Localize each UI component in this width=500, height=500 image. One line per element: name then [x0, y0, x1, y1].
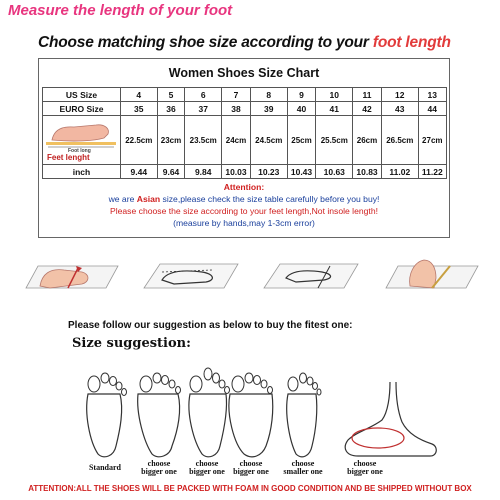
table-cell: 38	[222, 102, 251, 116]
caption-line: bigger one	[347, 467, 383, 476]
table-cell: 9.44	[121, 165, 158, 179]
caption-line: choose	[291, 459, 315, 468]
measure-step-1-image	[20, 248, 120, 296]
table-cell: 11.02	[382, 165, 419, 179]
attention-notice	[39, 181, 449, 229]
foot-length-illustration	[43, 116, 120, 164]
size-suggestion-title: Size suggestion:	[72, 336, 191, 351]
row-label-euro: EURO Size	[43, 102, 121, 116]
row-label-foot-text: Feet lenght	[47, 153, 90, 162]
table-cell: 37	[185, 102, 222, 116]
table-cell: 5	[157, 88, 185, 102]
table-cell: 10.43	[287, 165, 316, 179]
caption-line: smaller one	[283, 467, 323, 476]
table-cell: 22.5cm	[121, 116, 158, 165]
caption-bigger-3	[226, 460, 276, 476]
table-cell: 11.22	[418, 165, 446, 179]
table-cell: 24.5cm	[250, 116, 287, 165]
measuring-steps	[20, 248, 480, 298]
table-cell: 26.5cm	[382, 116, 419, 165]
measure-step-2-image	[140, 248, 240, 296]
table-cell: 10.23	[250, 165, 287, 179]
size-chart	[38, 58, 450, 238]
table-cell: 12	[382, 88, 419, 102]
caption-smaller	[276, 460, 330, 476]
table-row-euro	[43, 102, 447, 116]
table-row-inch	[43, 165, 447, 179]
row-label-inch: inch	[43, 165, 121, 179]
foot-high-instep-icon	[336, 378, 440, 460]
attention-line1-pre: we are	[108, 194, 135, 204]
choose-size-accent: foot length	[372, 34, 451, 51]
foot-measure-icon	[44, 116, 120, 154]
table-cell: 26cm	[353, 116, 382, 165]
caption-line: bigger one	[141, 467, 177, 476]
table-cell: 44	[418, 102, 446, 116]
table-cell: 6	[185, 88, 222, 102]
table-row-us	[43, 88, 447, 102]
measure-step-4-image	[380, 248, 480, 296]
caption-bigger-4	[340, 460, 390, 476]
shipping-notice: ATTENTION:ALL THE SHOES WILL BE PACKED WITH FOAM IN GOOD CONDITION AND BE SHIPPED WITHOUT BOX	[28, 484, 472, 493]
table-cell: 42	[353, 102, 382, 116]
table-cell: 10.83	[353, 165, 382, 179]
table-cell: 10.63	[316, 165, 353, 179]
table-cell: 23.5cm	[185, 116, 222, 165]
table-cell: 13	[418, 88, 446, 102]
measure-step-3-image	[260, 248, 360, 296]
caption-line: choose	[239, 459, 263, 468]
table-cell: 43	[382, 102, 419, 116]
foot-long-label: Foot long	[67, 148, 91, 154]
table-cell: 41	[316, 102, 353, 116]
table-cell: 23cm	[157, 116, 185, 165]
chart-title: Women Shoes Size Chart	[168, 66, 320, 80]
table-cell: 25cm	[287, 116, 316, 165]
caption-standard	[82, 464, 128, 472]
table-cell: 24cm	[222, 116, 251, 165]
attention-line-feet-length: Please choose the size according to your feet length,Not insole length!	[109, 206, 378, 216]
caption-line: choose	[353, 459, 377, 468]
measure-title: Measure the length of your foot	[8, 2, 233, 19]
table-cell: 7	[222, 88, 251, 102]
choose-size-heading	[38, 34, 451, 52]
table-cell: 10	[316, 88, 353, 102]
table-cell: 9.84	[185, 165, 222, 179]
table-row-foot-length	[43, 116, 447, 165]
attention-line1-post: size,please check the size table carefully before you buy!	[162, 194, 380, 204]
suggestion-intro: Please follow our suggestion as below to buy the fitest one:	[68, 320, 353, 331]
size-table	[42, 87, 447, 179]
caption-line: bigger one	[233, 467, 269, 476]
table-cell: 40	[287, 102, 316, 116]
table-cell: 9	[287, 88, 316, 102]
attention-line-asian	[39, 193, 449, 205]
row-label-us: US Size	[43, 88, 121, 102]
table-cell: 36	[157, 102, 185, 116]
table-cell: 25.5cm	[316, 116, 353, 165]
table-cell: 9.64	[157, 165, 185, 179]
foot-thick-icon	[226, 364, 276, 460]
table-cell: 4	[121, 88, 158, 102]
table-cell: 11	[353, 88, 382, 102]
table-cell: 27cm	[418, 116, 446, 165]
foot-standard-icon	[80, 364, 130, 460]
caption-line: choose	[147, 459, 171, 468]
attention-title: Attention:	[223, 182, 265, 192]
caption-bigger-1	[134, 460, 184, 476]
foot-wide-icon	[134, 364, 184, 460]
table-cell: 10.03	[222, 165, 251, 179]
choose-size-text: Choose matching shoe size according to your	[38, 34, 369, 51]
table-cell: 35	[121, 102, 158, 116]
table-cell: 8	[250, 88, 287, 102]
row-label-foot-length	[43, 116, 121, 165]
foot-narrow-icon	[278, 364, 328, 460]
attention-line-error: (measure by hands,may 1-3cm error)	[173, 218, 315, 228]
caption-line: bigger one	[189, 467, 225, 476]
caption-line: Standard	[88, 463, 121, 472]
caption-bigger-2	[182, 460, 232, 476]
table-cell: 39	[250, 102, 287, 116]
caption-line: choose	[195, 459, 219, 468]
attention-asian-word: Asian	[136, 194, 161, 204]
